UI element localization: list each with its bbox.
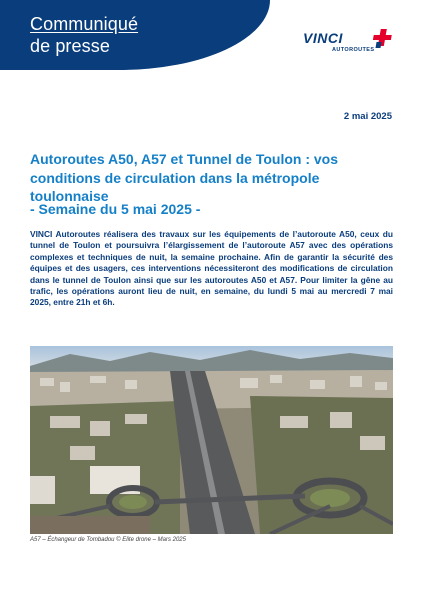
press-release-subtitle: - Semaine du 5 mai 2025 - [30, 201, 201, 217]
vinci-autoroutes-logo [303, 26, 398, 54]
logo-cross-icon [369, 28, 395, 50]
release-date: 2 mai 2025 [343, 111, 392, 122]
heading-line-2: de presse [30, 36, 110, 56]
press-release-heading [30, 13, 138, 57]
aerial-photo-illustration [30, 346, 393, 534]
aerial-interchange-photo [30, 346, 393, 534]
heading-line-1: Communiqué [30, 14, 139, 34]
photo-caption: A57 – Échangeur de Tombadou © Elite drone – Mars 2025 [30, 537, 186, 543]
body-paragraph: VINCI Autoroutes réalisera des travaux sur les équipements de l’autoroute A50, ceux du tunnel de Toulon et poursuivra l’élargissement de l’autoroute A57 avec des opérations complexes et techniques de nuit, la semaine prochaine. Afin de garantir la sécurité des équipes et des usagers, ces interventions nécessiteront des modifications de circulation dans le tunnel de Toulon ainsi que sur les autoroutes A50 et A57. Pour limiter la gêne au trafic, les opérations auront lieu de nuit, en semaine, du lundi 5 mai au mercredi 7 mai 2025, entre 21h et 6h. [30, 229, 393, 308]
logo-wordmark: VINCI [303, 30, 343, 46]
press-release-title: Autoroutes A50, A57 et Tunnel de Toulon : vos conditions de circulation dans la métropole toulonnaise [30, 151, 339, 204]
logo-subtitle: AUTOROUTES [332, 47, 375, 53]
